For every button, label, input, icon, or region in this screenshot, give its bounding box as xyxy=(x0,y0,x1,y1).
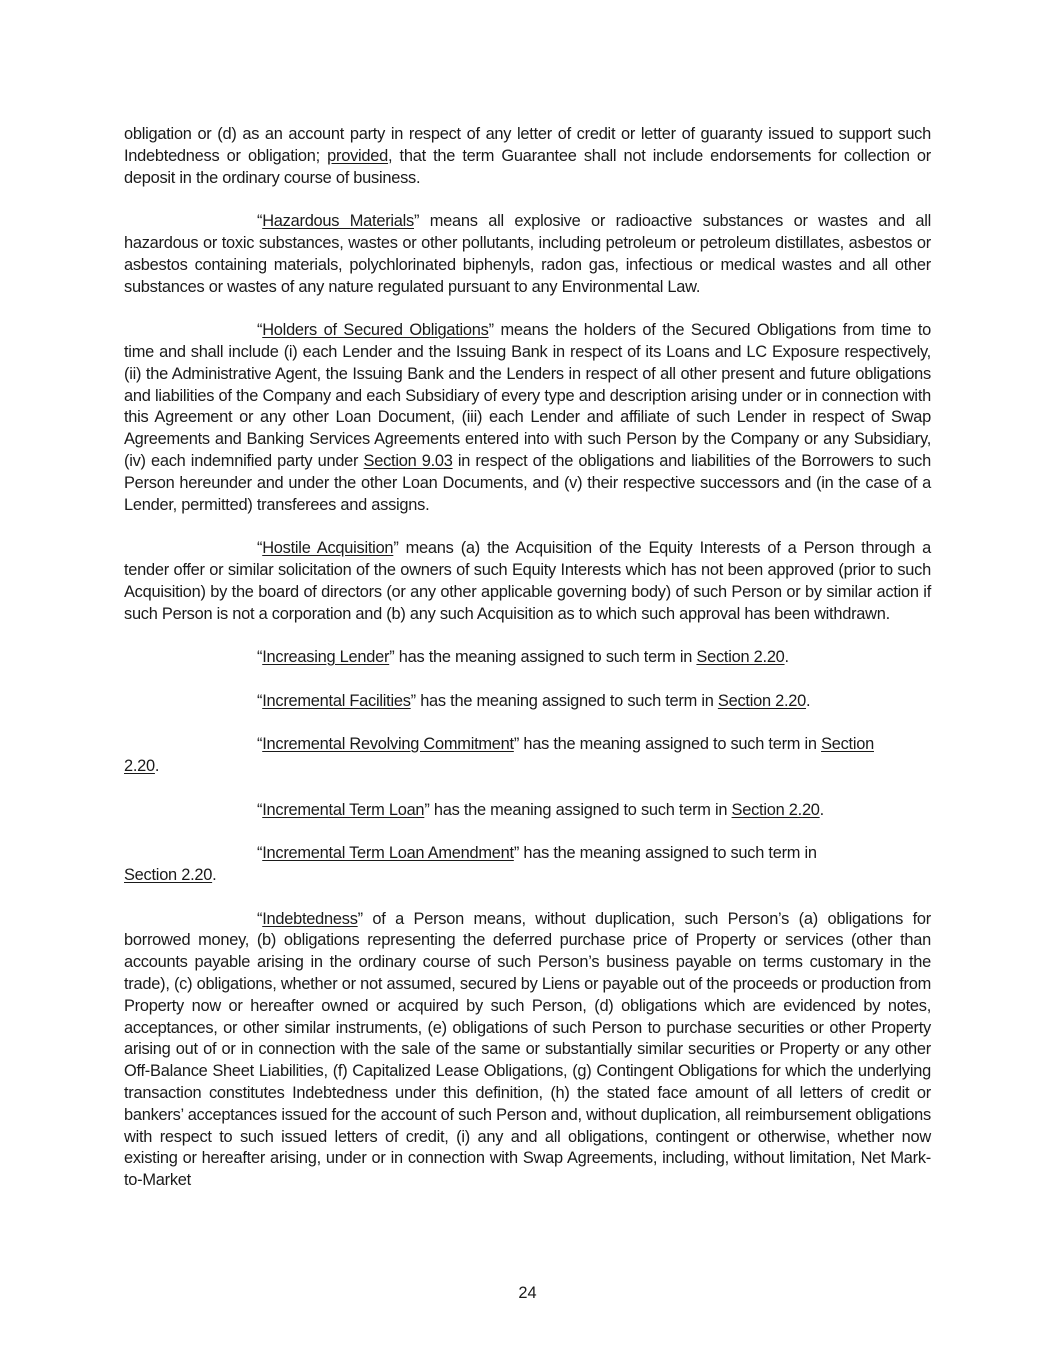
definition-text: has the meaning assigned to such term in xyxy=(519,844,817,863)
definition-incremental-revolving-commitment: “Incremental Revolving Commitment” has the meaning assigned to such term in Section 2.20. xyxy=(124,735,874,776)
section-reference: Section 2.20 xyxy=(717,691,807,710)
definition-text: means (a) the Acquisition of the Equity Interests of a Person through a tender offer or similar solicitation of the owners of such Equity Interests which has not been approved (prior to such Acquisition) by the board of directors (or any other applicable governing body) of such Person or by similar action if such Person is not a corporation and (b) any such Acquisition as to which such approval has been withdrawn. xyxy=(124,539,932,623)
definition-hazardous-materials: “Hazardous Materials” means all explosive or radioactive substances or wastes and all hazardous or toxic substances, wastes or other pollutants, including petroleum or petroleum distillates, asbestos or asbestos containing materials, polychlorinated biphenyls, radon gas, infectious or medical wastes and all other substances or wastes of any nature regulated pursuant to any Environmental Law. xyxy=(124,212,931,296)
defined-term: Hostile Acquisition xyxy=(262,539,394,558)
page-number: 24 xyxy=(518,1284,537,1302)
provided-term: provided xyxy=(327,146,389,165)
intro-text-before: obligation or (d) as an account party in respect of any letter of credit or letter of guaranty issued to support such Indebtedness or obligation; xyxy=(124,125,931,165)
definition-end: . xyxy=(784,648,789,667)
definition-incremental-term-loan-amendment: “Incremental Term Loan Amendment” has the meaning assigned to such term in Section 2.20. xyxy=(124,844,817,885)
section-reference-number: 2.20 xyxy=(124,757,155,776)
definition-text: has the meaning assigned to such term in xyxy=(429,800,732,819)
defined-term: Incremental Term Loan Amendment xyxy=(262,844,514,863)
defined-term: Incremental Term Loan xyxy=(262,800,425,819)
section-reference: Section 2.20 xyxy=(731,800,820,819)
defined-term: Hazardous Materials xyxy=(262,212,414,231)
section-reference: Section xyxy=(821,735,874,754)
defined-term: Incremental Facilities xyxy=(262,691,411,710)
defined-term: Incremental Revolving Commitment xyxy=(262,735,514,754)
definition-text-continued: in respect of the obligations and liabilities of the Borrowers to such Person hereunder and under the other Loan Documents, and (v) their respective successors and (in the case of a Lender, permitted) transferees and assigns. xyxy=(124,451,931,514)
definition-text: has the meaning assigned to such term in xyxy=(415,691,718,710)
definition-holders-of-secured-obligations: “Holders of Secured Obligations” means the holders of the Secured Obligations from time to time and shall include (i) each Lender and the Issuing Bank in respect of its Loans and LC Exposure respectively, (ii) the Administrative Agent, the Issuing Bank and the Lenders in respect of all other present and future obligations and liabilities of the Company and each Subsidiary of every type and description arising under or in connection with this Agreement or any other Loan Document, (iii) each Lender and affiliate of such Lender in respect of Swap Agreements and Banking Services Agreements entered into with such Person by the Company or any Subsidiary, (iv) each indemnified party under Section 9.03 in respect of the obligations and liabilities of the Borrowers to such Person hereunder and under the other Loan Documents, and (v) their respective successors and (in the case of a Lender, permitted) transferees and assigns. xyxy=(124,321,931,514)
definition-text: of a Person means, without duplication, such Person’s (a) obligations for borrowed money, (b) obligations representing the deferred purchase price of Property or services (other than accounts payable arising in the ordinary course of such Person’s business payable on terms customary in the trade), (c) obligations, whether or not assumed, secured by Liens or payable out of the proceeds or production from Property now or hereafter owned or acquired by such Person, (d) obligations which are evidenced by notes, acceptances, or other similar instruments, (e) obligations of such Person to purchase securities or other Property arising out of or in connection with the sale of the same or substantially similar securities or Property or any other Off-Balance Sheet Liabilities, (f) Capitalized Lease Obligations, (g) Contingent Obligations for which the underlying transaction constitutes Indebtedness under this definition, (h) the stated face amount of all letters of credit or bankers’ acceptances issued for the account of such Person and, without duplication, all reimbursement obligations with respect to such issued letters of credit, (i) any and all obligations, contingent or otherwise, whether now existing or hereafter arising, under or in connection with Swap Agreements, including, without limitation, Net Mark-to-Market xyxy=(124,909,931,1190)
definition-text: has the meaning assigned to such term in xyxy=(394,648,697,667)
intro-paragraph xyxy=(124,124,931,189)
definition-incremental-facilities: “Incremental Facilities” has the meaning assigned to such term in Section 2.20. xyxy=(257,691,811,710)
defined-term: Increasing Lender xyxy=(262,648,390,667)
definition-end: . xyxy=(806,691,811,710)
definition-indebtedness: “Indebtedness” of a Person means, without duplication, such Person’s (a) obligations for borrowed money, (b) obligations representing the deferred purchase price of Property or services (other than accounts payable arising in the ordinary course of such Person’s business payable on terms customary in the trade), (c) obligations, whether or not assumed, secured by Liens or payable out of the proceeds or production from Property now or hereafter owned or acquired by such Person, (d) obligations which are evidenced by notes, acceptances, or other similar instruments, (e) obligations of such Person to purchase securities or other Property arising out of or in connection with the sale of the same or substantially similar securities or Property or any other Off-Balance Sheet Liabilities, (f) Capitalized Lease Obligations, (g) Contingent Obligations for which the underlying transaction constitutes Indebtedness under this definition, (h) the stated face amount of all letters of credit or bankers’ acceptances issued for the account of such Person and, without duplication, all reimbursement obligations with respect to such issued letters of credit, (i) any and all obligations, contingent or otherwise, whether now existing or hereafter arising, under or in connection with Swap Agreements, including, without limitation, Net Mark-to-Market xyxy=(124,909,931,1190)
defined-term: Holders of Secured Obligations xyxy=(262,321,489,340)
definition-text: means all explosive or radioactive substances or wastes and all hazardous or toxic substances, wastes or other pollutants, including petroleum or petroleum distillates, asbestos or asbestos containing materials, polychlorinated biphenyls, radon gas, infectious or medical wastes and all other substances or wastes of any nature regulated pursuant to any Environmental Law. xyxy=(124,212,931,296)
definition-end: . xyxy=(212,866,217,885)
definition-end: . xyxy=(154,757,160,776)
definition-text: has the meaning assigned to such term in xyxy=(519,735,822,754)
page-body xyxy=(124,124,931,1214)
definition-incremental-term-loan: “Incremental Term Loan” has the meaning assigned to such term in Section 2.20. xyxy=(257,800,824,819)
section-reference: Section 2.20 xyxy=(696,648,785,667)
section-reference: Section 2.20 xyxy=(124,866,213,885)
definition-hostile-acquisition: “Hostile Acquisition” means (a) the Acquisition of the Equity Interests of a Person through a tender offer or similar solicitation of the owners of such Equity Interests which has not been approved (prior to such Acquisition) by the board of directors (or any other applicable governing body) of such Person or by similar action if such Person is not a corporation and (b) any such Acquisition as to which such approval has been withdrawn. xyxy=(124,539,932,623)
definition-text: means the holders of the Secured Obligations from time to time and shall include (i) each Lender and the Issuing Bank in respect of its Loans and LC Exposure respectively, (ii) the Administrative Agent, the Issuing Bank and the Lenders in respect of all other present and future obligations and liabilities of the Company and each Subsidiary of every type and description arising under or in connection with this Agreement or any other Loan Document, (iii) each Lender and affiliate of such Lender in respect of Swap Agreements and Banking Services Agreements entered into with such Person by the Company or any Subsidiary, (iv) each indemnified party under xyxy=(124,321,931,470)
definition-end: . xyxy=(819,800,824,819)
definition-increasing-lender: “Increasing Lender” has the meaning assigned to such term in Section 2.20. xyxy=(257,648,789,667)
section-reference: Section 9.03 xyxy=(363,451,453,470)
intro-text-after: , that the term Guarantee shall not include endorsements for collection or deposit in the ordinary course of business. xyxy=(124,146,932,187)
defined-term: Indebtedness xyxy=(262,909,358,928)
